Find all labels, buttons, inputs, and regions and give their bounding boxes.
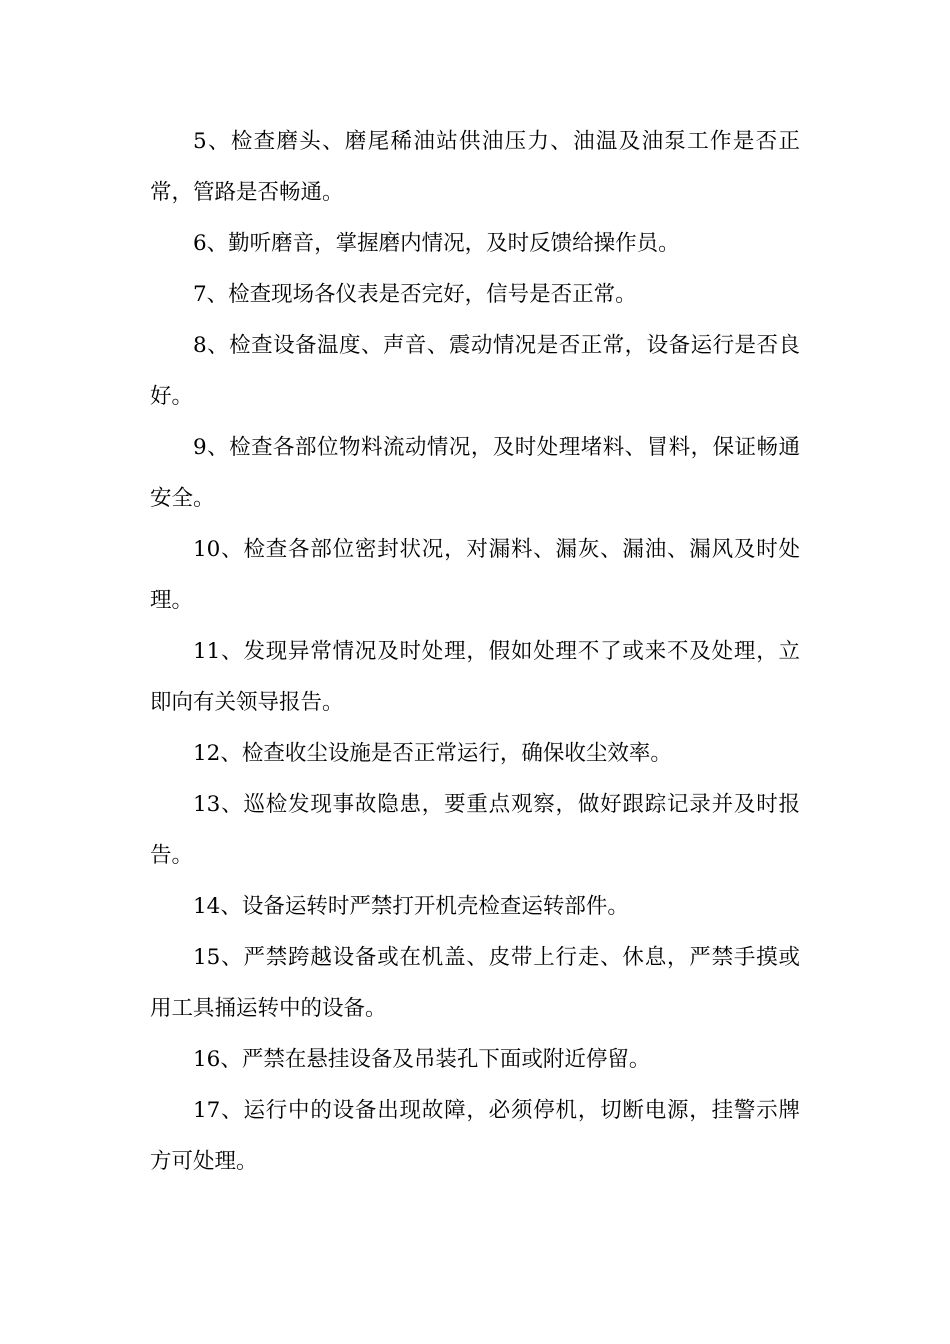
paragraph-item-13: 13、巡检发现事故隐患，要重点观察，做好跟踪记录并及时报告。 [150, 792, 800, 868]
paragraph-item-9: 9、检查各部位物料流动情况，及时处理堵料、冒料，保证畅通安全。 [150, 435, 800, 511]
paragraph-item-10: 10、检查各部位密封状况，对漏料、漏灰、漏油、漏风及时处理。 [150, 537, 800, 613]
paragraph-item-12: 12、检查收尘设施是否正常运行，确保收尘效率。 [193, 741, 672, 766]
paragraph-item-15: 15、严禁跨越设备或在机盖、皮带上行走、休息，严禁手摸或用工具捅运转中的设备。 [150, 945, 800, 1021]
paragraph-item-5: 5、检查磨头、磨尾稀油站供油压力、油温及油泵工作是否正常，管路是否畅通。 [150, 129, 800, 205]
paragraph-item-16: 16、严禁在悬挂设备及吊装孔下面或附近停留。 [193, 1047, 651, 1072]
paragraph-item-7: 7、检查现场各仪表是否完好，信号是否正常。 [193, 282, 637, 307]
paragraph-item-17: 17、运行中的设备出现故障，必须停机，切断电源，挂警示牌方可处理。 [150, 1098, 800, 1174]
paragraph-item-6: 6、勤听磨音，掌握磨内情况，及时反馈给操作员。 [193, 231, 680, 256]
paragraph-item-11: 11、发现异常情况及时处理，假如处理不了或来不及处理，立即向有关领导报告。 [150, 639, 800, 715]
paragraph-item-14: 14、设备运转时严禁打开机壳检查运转部件。 [193, 894, 629, 919]
document-body [150, 116, 800, 1187]
paragraph-item-8: 8、检查设备温度、声音、震动情况是否正常，设备运行是否良好。 [150, 333, 800, 409]
